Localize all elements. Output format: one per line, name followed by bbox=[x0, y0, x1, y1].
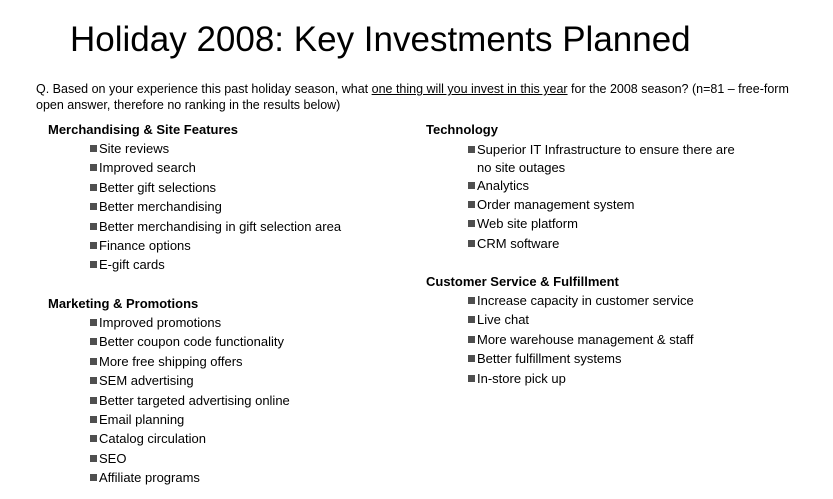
square-bullet-icon bbox=[468, 355, 475, 362]
list-item-label: Better gift selections bbox=[99, 179, 217, 195]
list-item bbox=[90, 451, 290, 466]
square-bullet-icon bbox=[90, 203, 97, 210]
square-bullet-icon bbox=[90, 145, 97, 152]
list-item bbox=[90, 470, 290, 485]
square-bullet-icon bbox=[90, 319, 97, 326]
square-bullet-icon bbox=[90, 416, 97, 423]
list-item-label: Better targeted advertising online bbox=[99, 392, 290, 408]
list-item-label: Better merchandising in gift selection area bbox=[99, 218, 342, 234]
list-item bbox=[468, 371, 694, 386]
list-item-label: Web site platform bbox=[477, 216, 578, 232]
section-technology bbox=[426, 122, 739, 255]
list-item bbox=[90, 354, 290, 369]
square-bullet-icon bbox=[90, 377, 97, 384]
list-item-label: Analytics bbox=[477, 177, 530, 193]
section-marketing bbox=[48, 296, 290, 490]
bullet-list bbox=[426, 141, 739, 251]
list-item-label: SEO bbox=[99, 450, 127, 466]
square-bullet-icon bbox=[90, 358, 97, 365]
list-item bbox=[90, 334, 290, 349]
list-item bbox=[90, 199, 341, 214]
section-heading: Merchandising & Site Features bbox=[48, 122, 238, 137]
square-bullet-icon bbox=[90, 184, 97, 191]
list-item-label: CRM software bbox=[477, 235, 560, 251]
list-item bbox=[468, 236, 739, 251]
list-item-label: More warehouse management & staff bbox=[477, 331, 694, 347]
square-bullet-icon bbox=[90, 338, 97, 345]
list-item bbox=[90, 315, 290, 330]
page-title: Holiday 2008: Key Investments Planned bbox=[70, 20, 691, 59]
section-customer-service bbox=[426, 274, 694, 390]
square-bullet-icon bbox=[90, 474, 97, 481]
list-item-label: Catalog circulation bbox=[99, 431, 206, 447]
survey-question bbox=[36, 81, 806, 113]
list-item bbox=[90, 257, 341, 272]
list-item-label: Superior IT Infrastructure to ensure there are no site outages bbox=[477, 142, 735, 175]
square-bullet-icon bbox=[90, 261, 97, 268]
list-item-label: More free shipping offers bbox=[99, 353, 243, 369]
square-bullet-icon bbox=[90, 455, 97, 462]
list-item bbox=[90, 412, 290, 427]
list-item bbox=[468, 141, 739, 176]
square-bullet-icon bbox=[468, 375, 475, 382]
list-item-label: E-gift cards bbox=[99, 257, 165, 273]
list-item bbox=[90, 160, 341, 175]
list-item bbox=[90, 431, 290, 446]
list-item bbox=[90, 393, 290, 408]
list-item-label: Live chat bbox=[477, 312, 530, 328]
list-item-label: Better fulfillment systems bbox=[477, 351, 622, 367]
list-item bbox=[90, 141, 341, 156]
question-prefix: Q. Based on your experience this past holiday season, what bbox=[36, 82, 372, 96]
square-bullet-icon bbox=[90, 164, 97, 171]
square-bullet-icon bbox=[468, 240, 475, 247]
square-bullet-icon bbox=[468, 297, 475, 304]
list-item bbox=[468, 293, 694, 308]
section-heading: Customer Service & Fulfillment bbox=[426, 274, 619, 289]
section-heading: Technology bbox=[426, 122, 498, 137]
list-item-label: SEM advertising bbox=[99, 373, 194, 389]
square-bullet-icon bbox=[468, 316, 475, 323]
list-item bbox=[468, 178, 739, 193]
list-item-label: Order management system bbox=[477, 196, 635, 212]
list-item-label: Improved search bbox=[99, 160, 196, 176]
list-item bbox=[468, 197, 739, 212]
bullet-list bbox=[426, 293, 694, 386]
question-suffix: for the 2008 season? (n=81 – free-form open answer, therefore no ranking in the results below) bbox=[36, 82, 789, 112]
square-bullet-icon bbox=[468, 146, 475, 153]
list-item bbox=[90, 219, 341, 234]
square-bullet-icon bbox=[468, 220, 475, 227]
list-item-label: Email planning bbox=[99, 411, 185, 427]
list-item bbox=[90, 373, 290, 388]
list-item bbox=[468, 351, 694, 366]
list-item-label: Increase capacity in customer service bbox=[477, 293, 694, 308]
list-item-label: Better merchandising bbox=[99, 199, 222, 215]
square-bullet-icon bbox=[90, 242, 97, 249]
bullet-list bbox=[48, 141, 341, 272]
list-item-label: Site reviews bbox=[99, 141, 170, 156]
list-item bbox=[90, 238, 341, 253]
square-bullet-icon bbox=[468, 201, 475, 208]
list-item-label: Better coupon code functionality bbox=[99, 334, 285, 350]
list-item-label: In-store pick up bbox=[477, 370, 566, 386]
list-item-label: Affiliate programs bbox=[99, 470, 200, 486]
list-item-label: Finance options bbox=[99, 237, 191, 253]
square-bullet-icon bbox=[468, 336, 475, 343]
list-item bbox=[468, 216, 739, 231]
list-item bbox=[468, 332, 694, 347]
list-item-label: Improved promotions bbox=[99, 315, 222, 330]
square-bullet-icon bbox=[90, 435, 97, 442]
square-bullet-icon bbox=[90, 223, 97, 230]
section-merchandising bbox=[48, 122, 341, 277]
list-item bbox=[468, 312, 694, 327]
square-bullet-icon bbox=[468, 182, 475, 189]
section-heading: Marketing & Promotions bbox=[48, 296, 199, 311]
square-bullet-icon bbox=[90, 397, 97, 404]
list-item bbox=[90, 180, 341, 195]
bullet-list bbox=[48, 315, 290, 485]
question-emphasis: one thing will you invest in this year bbox=[371, 82, 568, 96]
